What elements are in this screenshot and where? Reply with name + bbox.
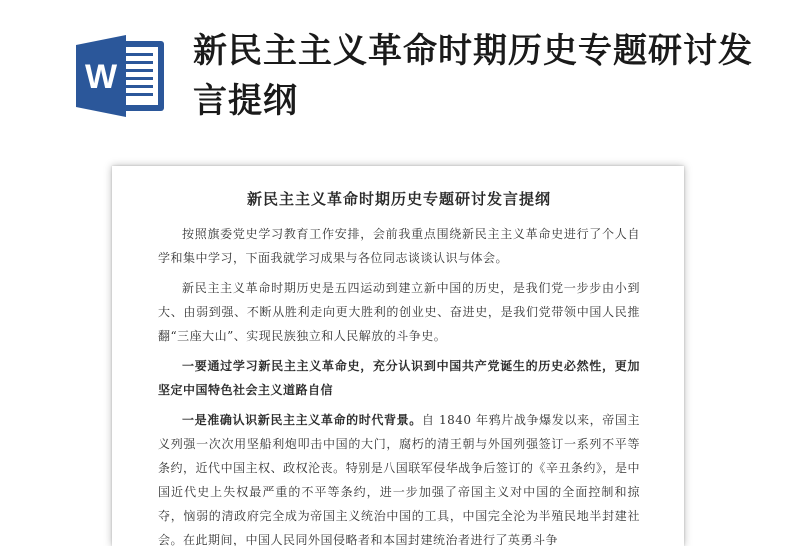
section-heading: 一要通过学习新民主主义革命史，充分认识到中国共产党诞生的历史必然性，更加坚定中国特色社会主义道路自信: [158, 359, 640, 397]
document-title: 新民主主义革命时期历史专题研讨发言提纲: [246, 190, 551, 208]
paragraph-lead: 一是准确认识新民主主义革命的时代背景。: [182, 413, 422, 427]
header: [0, 0, 800, 150]
document-page: [112, 166, 684, 546]
word-icon-letter: W: [84, 58, 118, 96]
paragraph-history: 新民主主义革命时期历史是五四运动到建立新中国的历史，是我们党一步步由小到大、由弱到强、不断从胜利走向更大胜利的创业史、奋进史，是我们党带领中国人民推翻“三座大山”、实现民族独立和人民解放的斗争史。: [158, 281, 640, 343]
paragraph-body: 自 1840 年鸦片战争爆发以来，帝国主义列强一次次用坚船利炮叩击中国的大门，腐朽的清王朝与外国列强签订一系列不平等条约，近代中国主权、政权沦丧。特别是八国联军侵华战争后签订的《辛丑条约》，是中国近代史上失权最严重的不平等条约，进一步加强了帝国主义对中国的全面控制和掠夺，恼弱的清政府完全成为帝国主义统治中国的工具，中国完全沦为半殖民地半封建社会。在此期间，中国人民同外国侵略者和本国封建统治者进行了英勇斗争: [158, 413, 640, 546]
document-content: [158, 166, 640, 546]
paragraph-background: [158, 408, 640, 546]
page-title: 新民主主义革命时期历史专题研讨发言提纲: [193, 31, 753, 121]
paragraph-intro: 按照旗委党史学习教育工作安排，会前我重点围绕新民主主义革命史进行了个人自学和集中学习，下面我就学习成果与各位同志谈谈认识与体会。: [158, 227, 640, 265]
word-document-icon: [74, 33, 166, 119]
